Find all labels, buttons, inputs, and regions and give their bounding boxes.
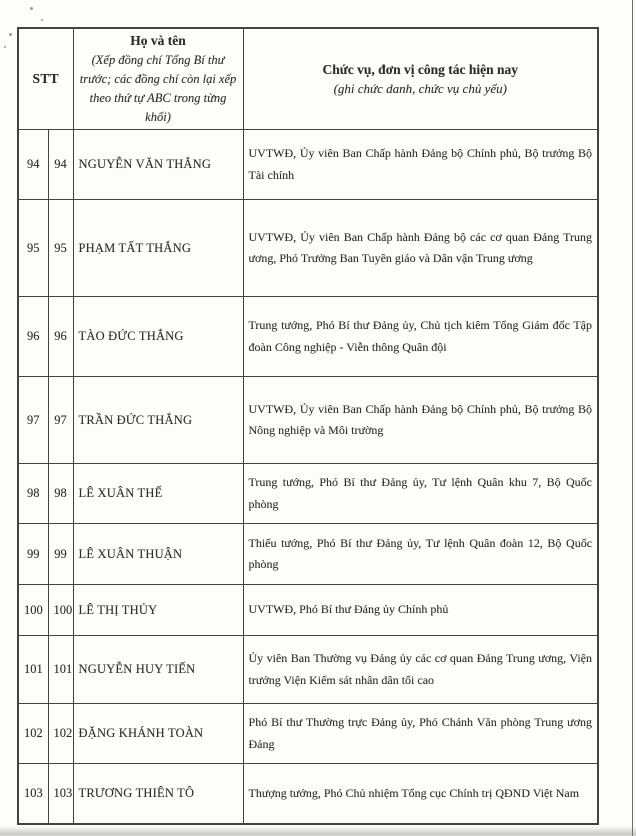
stt-cell-2: 95 bbox=[48, 200, 73, 297]
stt-cell: 95 bbox=[18, 200, 48, 297]
position-cell: Trung tướng, Phó Bí thư Đảng ủy, Chủ tịch kiêm Tổng Giám đốc Tập đoàn Công nghiệp - Viễn thông Quân đội bbox=[243, 297, 598, 377]
stt-cell-2: 101 bbox=[48, 636, 73, 704]
header-stt-label: STT bbox=[32, 71, 59, 86]
position-cell: Phó Bí thư Thường trực Đảng ủy, Phó Chánh Văn phòng Trung ương Đảng bbox=[243, 704, 598, 764]
table-row bbox=[18, 704, 598, 764]
header-name-subnote: (Xếp đồng chí Tổng Bí thư trước; các đồng chí còn lại xếp theo thứ tự ABC trong từng khối) bbox=[79, 53, 237, 124]
scan-speck bbox=[9, 33, 12, 36]
stt-cell: 94 bbox=[18, 130, 48, 200]
scan-speck bbox=[4, 46, 6, 48]
stt-cell-2: 98 bbox=[48, 464, 73, 524]
header-position bbox=[243, 28, 598, 130]
stt-cell: 103 bbox=[18, 764, 48, 824]
position-cell: Ủy viên Ban Thường vụ Đảng ủy các cơ quan Đảng Trung ương, Viện trưởng Viện Kiểm sát nhân dân tối cao bbox=[243, 636, 598, 704]
name-cell: TÀO ĐỨC THẮNG bbox=[73, 297, 243, 377]
table-row bbox=[18, 524, 598, 585]
header-position-subnote: (ghi chức danh, chức vụ chủ yếu) bbox=[333, 80, 507, 96]
scan-smear bbox=[0, 826, 636, 836]
header-name bbox=[73, 28, 243, 130]
table-row bbox=[18, 464, 598, 524]
position-cell: UVTWĐ, Phó Bí thư Đảng ủy Chính phủ bbox=[243, 585, 598, 636]
header-stt bbox=[18, 28, 73, 130]
page-edge-line bbox=[632, 0, 633, 836]
stt-cell: 97 bbox=[18, 377, 48, 464]
stt-cell: 98 bbox=[18, 464, 48, 524]
stt-cell-2: 97 bbox=[48, 377, 73, 464]
stt-cell: 99 bbox=[18, 524, 48, 585]
header-name-title: Họ và tên bbox=[130, 33, 186, 48]
stt-cell-2: 102 bbox=[48, 704, 73, 764]
name-cell: LÊ THỊ THỦY bbox=[73, 585, 243, 636]
table-row bbox=[18, 585, 598, 636]
scan-speck bbox=[30, 7, 33, 10]
position-cell: Thượng tướng, Phó Chủ nhiệm Tổng cục Chính trị QĐND Việt Nam bbox=[243, 764, 598, 824]
name-cell: PHẠM TẤT THẮNG bbox=[73, 200, 243, 297]
table-row bbox=[18, 297, 598, 377]
position-cell: Thiếu tướng, Phó Bí thư Đảng ủy, Tư lệnh Quân đoàn 12, Bộ Quốc phòng bbox=[243, 524, 598, 585]
table-row bbox=[18, 636, 598, 704]
table-row bbox=[18, 200, 598, 297]
position-cell: UVTWĐ, Ủy viên Ban Chấp hành Đảng bộ Chính phủ, Bộ trưởng Bộ Nông nghiệp và Môi trường bbox=[243, 377, 598, 464]
name-cell: TRƯƠNG THIÊN TÔ bbox=[73, 764, 243, 824]
stt-cell: 101 bbox=[18, 636, 48, 704]
name-cell: LÊ XUÂN THẾ bbox=[73, 464, 243, 524]
table-row bbox=[18, 130, 598, 200]
stt-cell-2: 100 bbox=[48, 585, 73, 636]
name-cell: ĐẶNG KHÁNH TOÀN bbox=[73, 704, 243, 764]
table-row bbox=[18, 764, 598, 824]
name-cell: TRẦN ĐỨC THẮNG bbox=[73, 377, 243, 464]
stt-cell-2: 99 bbox=[48, 524, 73, 585]
name-cell: LÊ XUÂN THUẬN bbox=[73, 524, 243, 585]
position-cell: UVTWĐ, Ủy viên Ban Chấp hành Đảng bộ các cơ quan Đảng Trung ương, Phó Trưởng Ban Tuyên giáo và Dân vận Trung ương bbox=[243, 200, 598, 297]
table-header-row bbox=[18, 28, 598, 130]
position-cell: Trung tướng, Phó Bí thư Đảng ủy, Tư lệnh Quân khu 7, Bộ Quốc phòng bbox=[243, 464, 598, 524]
table-row bbox=[18, 377, 598, 464]
stt-cell-2: 96 bbox=[48, 297, 73, 377]
name-cell: NGUYỄN HUY TIẾN bbox=[73, 636, 243, 704]
personnel-table bbox=[17, 27, 599, 825]
header-position-title: Chức vụ, đơn vị công tác hiện nay bbox=[322, 61, 519, 77]
stt-cell: 102 bbox=[18, 704, 48, 764]
name-cell: NGUYỄN VĂN THẮNG bbox=[73, 130, 243, 200]
stt-cell-2: 94 bbox=[48, 130, 73, 200]
stt-cell-2: 103 bbox=[48, 764, 73, 824]
stt-cell: 96 bbox=[18, 297, 48, 377]
stt-cell: 100 bbox=[18, 585, 48, 636]
scan-speck bbox=[41, 19, 43, 21]
position-cell: UVTWĐ, Ủy viên Ban Chấp hành Đảng bộ Chính phủ, Bộ trưởng Bộ Tài chính bbox=[243, 130, 598, 200]
